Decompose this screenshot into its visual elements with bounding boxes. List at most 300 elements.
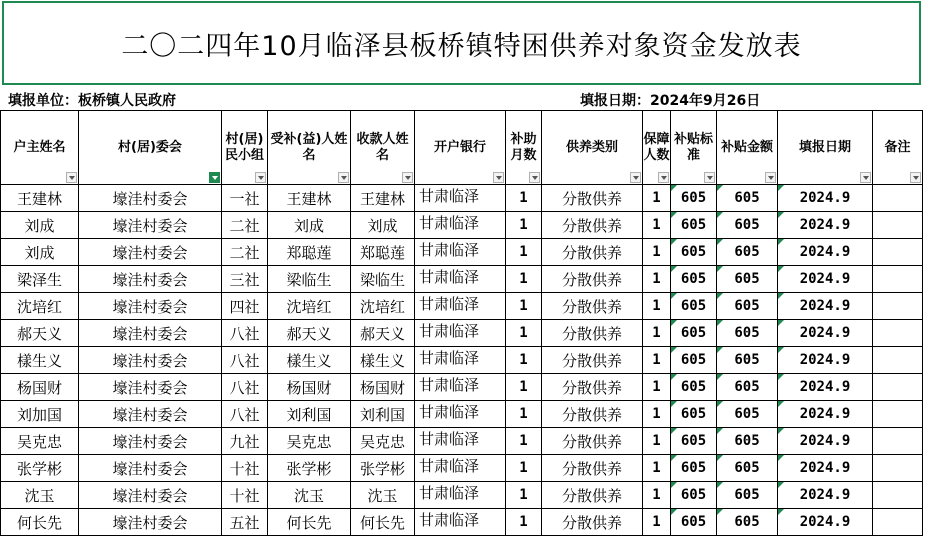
table-row [1, 212, 923, 239]
number-as-text-marker-icon [778, 320, 784, 326]
table-cell[interactable] [506, 185, 542, 212]
cell-value: 壕洼村委会 [112, 405, 188, 424]
cell-value: 1 [519, 406, 528, 422]
table-cell[interactable] [717, 266, 778, 293]
table-cell[interactable] [643, 455, 671, 482]
header-beneficiary [268, 111, 351, 185]
table-row [1, 509, 923, 536]
table-cell[interactable] [873, 293, 923, 320]
table-cell[interactable] [671, 266, 717, 293]
table-cell[interactable] [717, 401, 778, 428]
cell-value: 2024.9 [799, 352, 851, 368]
table-cell[interactable] [542, 212, 643, 239]
table-cell[interactable] [717, 455, 778, 482]
table-cell[interactable] [506, 212, 542, 239]
number-as-text-marker-icon [671, 401, 677, 407]
table-cell[interactable] [415, 293, 506, 320]
table-cell[interactable] [778, 374, 873, 401]
table-cell[interactable] [542, 374, 643, 401]
table-row [1, 347, 923, 374]
table-cell[interactable] [506, 293, 542, 320]
table-row [1, 293, 923, 320]
cell-value: 沈玉 [24, 486, 55, 505]
table-cell[interactable] [351, 509, 415, 536]
number-as-text-marker-icon [778, 428, 784, 434]
table-cell[interactable] [79, 482, 222, 509]
table-cell[interactable] [222, 374, 268, 401]
table-cell[interactable] [873, 266, 923, 293]
table-cell[interactable] [415, 509, 506, 536]
table-cell[interactable] [643, 320, 671, 347]
table-cell[interactable] [873, 428, 923, 455]
cell-value: 605 [734, 433, 760, 449]
table-cell[interactable] [671, 185, 717, 212]
cell-value: 刘利国 [359, 405, 405, 424]
table-cell[interactable] [1, 455, 79, 482]
table-cell[interactable] [351, 293, 415, 320]
table-cell[interactable] [222, 185, 268, 212]
cell-value: 刘加国 [16, 405, 62, 424]
cell-value: 2024.9 [799, 514, 851, 530]
cell-value: 刘成 [293, 216, 324, 235]
number-as-text-marker-icon [717, 212, 723, 218]
table-cell[interactable] [717, 509, 778, 536]
table-cell[interactable] [1, 509, 79, 536]
table-cell[interactable] [542, 482, 643, 509]
table-cell[interactable] [79, 212, 222, 239]
table-cell[interactable] [873, 509, 923, 536]
table-cell[interactable] [268, 212, 351, 239]
filter-dropdown-icon[interactable] [66, 172, 77, 183]
header-standard [671, 111, 717, 185]
number-as-text-marker-icon [671, 455, 677, 461]
cell-value: 甘肃临泽 [419, 214, 480, 232]
cell-value: 甘肃临泽 [419, 322, 480, 340]
cell-value: 1 [519, 379, 528, 395]
table-cell[interactable] [222, 212, 268, 239]
table-cell[interactable] [873, 347, 923, 374]
table-cell[interactable] [415, 401, 506, 428]
table-body [1, 185, 923, 536]
table-cell[interactable] [717, 482, 778, 509]
cell-value: 1 [519, 325, 528, 341]
table-cell[interactable] [1, 428, 79, 455]
table-cell[interactable] [268, 185, 351, 212]
cell-value: 壕洼村委会 [112, 486, 188, 505]
cell-value: 2024.9 [799, 379, 851, 395]
table-cell[interactable] [671, 455, 717, 482]
cell-value: 何长先 [359, 513, 405, 532]
number-as-text-marker-icon [717, 401, 723, 407]
table-cell[interactable] [79, 347, 222, 374]
table-cell[interactable] [717, 239, 778, 266]
header-persons [643, 111, 671, 185]
table-cell[interactable] [351, 266, 415, 293]
table-cell[interactable] [778, 293, 873, 320]
table-cell[interactable] [222, 320, 268, 347]
table-cell[interactable] [778, 212, 873, 239]
filter-dropdown-icon[interactable] [765, 172, 776, 183]
number-as-text-marker-icon [671, 374, 677, 380]
table-cell[interactable] [222, 266, 268, 293]
table-cell[interactable] [79, 266, 222, 293]
header-label: 补贴标准 [673, 131, 713, 163]
table-cell[interactable] [222, 239, 268, 266]
header-label: 补贴金额 [720, 139, 773, 155]
cell-value: 分散供养 [561, 243, 622, 262]
table-cell[interactable] [79, 239, 222, 266]
table-cell[interactable] [351, 428, 415, 455]
table-cell[interactable] [79, 509, 222, 536]
table-cell[interactable] [351, 455, 415, 482]
table-cell[interactable] [873, 455, 923, 482]
table-cell[interactable] [873, 239, 923, 266]
table-cell[interactable] [542, 509, 643, 536]
table-cell[interactable] [643, 401, 671, 428]
table-cell[interactable] [671, 509, 717, 536]
table-cell[interactable] [671, 347, 717, 374]
filter-dropdown-icon[interactable] [910, 172, 921, 183]
table-cell[interactable] [351, 185, 415, 212]
cell-value: 605 [680, 298, 707, 314]
number-as-text-marker-icon [717, 347, 723, 353]
table-cell[interactable] [671, 482, 717, 509]
header-amount [717, 111, 778, 185]
table-cell[interactable] [778, 239, 873, 266]
table-cell[interactable] [415, 428, 506, 455]
cell-value: 甘肃临泽 [419, 484, 480, 502]
table-cell[interactable] [351, 401, 415, 428]
cell-value: 605 [680, 514, 707, 530]
cell-value: 何长先 [286, 513, 332, 532]
table-cell[interactable] [1, 347, 79, 374]
table-cell[interactable] [1, 239, 79, 266]
cell-value: 吴克忠 [16, 432, 62, 451]
table-cell[interactable] [778, 347, 873, 374]
number-as-text-marker-icon [717, 293, 723, 299]
header-householder [1, 111, 79, 185]
table-cell[interactable] [351, 482, 415, 509]
cell-value: 1 [652, 271, 661, 287]
cell-value: 五社 [229, 513, 260, 532]
cell-value: 刘利国 [286, 405, 332, 424]
table-cell[interactable] [873, 401, 923, 428]
table-cell[interactable] [268, 374, 351, 401]
table-cell[interactable] [222, 455, 268, 482]
table-cell[interactable] [506, 428, 542, 455]
table-cell[interactable] [506, 509, 542, 536]
table-cell[interactable] [542, 455, 643, 482]
number-as-text-marker-icon [671, 185, 677, 191]
table-cell[interactable] [717, 293, 778, 320]
cell-value: 分散供养 [561, 351, 622, 370]
number-as-text-marker-icon [717, 320, 723, 326]
cell-value: 605 [734, 298, 760, 314]
table-cell[interactable] [222, 293, 268, 320]
cell-value: 2024.9 [799, 298, 851, 314]
cell-value: 刘成 [24, 243, 55, 262]
table-cell[interactable] [79, 374, 222, 401]
table-cell[interactable] [268, 401, 351, 428]
table-row [1, 455, 923, 482]
cell-value: 1 [519, 217, 528, 233]
table-cell[interactable] [1, 185, 79, 212]
cell-value: 1 [652, 406, 661, 422]
table-cell[interactable] [778, 185, 873, 212]
table-cell[interactable] [873, 212, 923, 239]
table-cell[interactable] [1, 293, 79, 320]
table-cell[interactable] [268, 509, 351, 536]
table-cell[interactable] [643, 374, 671, 401]
cell-value: 605 [680, 352, 707, 368]
cell-value: 壕洼村委会 [112, 270, 188, 289]
table-cell[interactable] [506, 320, 542, 347]
table-cell[interactable] [1, 320, 79, 347]
header-label: 户主姓名 [13, 139, 66, 155]
filter-dropdown-icon[interactable] [630, 172, 641, 183]
cell-value: 沈培红 [359, 297, 405, 316]
cell-value: 2024.9 [799, 487, 851, 503]
cell-value: 1 [652, 190, 661, 206]
cell-value: 605 [734, 271, 760, 287]
cell-value: 八社 [229, 405, 260, 424]
table-cell[interactable] [643, 428, 671, 455]
cell-value: 张学彬 [286, 459, 332, 478]
table-cell[interactable] [351, 320, 415, 347]
cell-value: 甘肃临泽 [419, 430, 480, 448]
table-cell[interactable] [79, 455, 222, 482]
table-cell[interactable] [268, 266, 351, 293]
table-cell[interactable] [222, 428, 268, 455]
table-cell[interactable] [506, 266, 542, 293]
cell-value: 2024.9 [799, 406, 851, 422]
number-as-text-marker-icon [671, 482, 677, 488]
cell-value: 沈玉 [293, 486, 324, 505]
cell-value: 四社 [229, 297, 260, 316]
table-cell[interactable] [717, 185, 778, 212]
cell-value: 壕洼村委会 [112, 432, 188, 451]
table-cell[interactable] [79, 320, 222, 347]
cell-value: 605 [680, 460, 707, 476]
cell-value: 1 [519, 271, 528, 287]
table-cell[interactable] [79, 185, 222, 212]
table-cell[interactable] [1, 482, 79, 509]
table-cell[interactable] [671, 212, 717, 239]
sheet-title-box [2, 1, 921, 85]
table-cell[interactable] [643, 212, 671, 239]
table-cell[interactable] [671, 239, 717, 266]
cell-value: 分散供养 [561, 216, 622, 235]
filter-dropdown-icon[interactable] [255, 172, 266, 183]
table-cell[interactable] [79, 401, 222, 428]
filter-dropdown-icon[interactable] [402, 172, 413, 183]
table-cell[interactable] [1, 266, 79, 293]
cell-value: 分散供养 [561, 432, 622, 451]
table-cell[interactable] [717, 428, 778, 455]
cell-value: 1 [652, 460, 661, 476]
table-cell[interactable] [643, 239, 671, 266]
table-cell[interactable] [506, 401, 542, 428]
number-as-text-marker-icon [778, 293, 784, 299]
table-cell[interactable] [542, 320, 643, 347]
table-cell[interactable] [778, 482, 873, 509]
cell-value: 605 [734, 325, 760, 341]
table-cell[interactable] [542, 347, 643, 374]
table-cell[interactable] [778, 266, 873, 293]
table-cell[interactable] [506, 374, 542, 401]
cell-value: 甘肃临泽 [419, 511, 480, 529]
table-cell[interactable] [873, 374, 923, 401]
cell-value: 樣生义 [16, 351, 62, 370]
header-label: 填报日期 [798, 139, 851, 155]
header-category [542, 111, 643, 185]
table-cell[interactable] [778, 401, 873, 428]
filter-dropdown-icon[interactable] [338, 172, 349, 183]
cell-value: 605 [680, 379, 707, 395]
number-as-text-marker-icon [778, 185, 784, 191]
table-cell[interactable] [351, 239, 415, 266]
table-cell[interactable] [268, 482, 351, 509]
cell-value: 1 [519, 298, 528, 314]
table-cell[interactable] [506, 482, 542, 509]
table-cell[interactable] [778, 455, 873, 482]
table-row [1, 401, 923, 428]
table-cell[interactable] [671, 320, 717, 347]
table-cell[interactable] [79, 293, 222, 320]
table-cell[interactable] [415, 212, 506, 239]
table-cell[interactable] [415, 347, 506, 374]
table-cell[interactable] [1, 401, 79, 428]
cell-value: 沈玉 [367, 486, 398, 505]
table-cell[interactable] [671, 374, 717, 401]
cell-value: 605 [734, 379, 760, 395]
cell-value: 沈培红 [286, 297, 332, 316]
table-cell[interactable] [351, 374, 415, 401]
table-cell[interactable] [268, 239, 351, 266]
filter-dropdown-icon[interactable] [860, 172, 871, 183]
table-cell[interactable] [1, 212, 79, 239]
table-cell[interactable] [415, 320, 506, 347]
number-as-text-marker-icon [671, 320, 677, 326]
table-cell[interactable] [506, 239, 542, 266]
table-cell[interactable] [268, 428, 351, 455]
table-cell[interactable] [415, 482, 506, 509]
cell-value: 1 [519, 460, 528, 476]
table-cell[interactable] [79, 428, 222, 455]
cell-value: 壕洼村委会 [112, 324, 188, 343]
table-cell[interactable] [542, 293, 643, 320]
table-cell[interactable] [778, 320, 873, 347]
cell-value: 605 [734, 406, 760, 422]
table-cell[interactable] [873, 482, 923, 509]
cell-value: 刘成 [367, 216, 398, 235]
table-cell[interactable] [542, 185, 643, 212]
table-cell[interactable] [268, 320, 351, 347]
fill-date-label: 填报日期：2024年9月26日 [580, 93, 761, 109]
table-cell[interactable] [643, 266, 671, 293]
table-cell[interactable] [351, 212, 415, 239]
table-cell[interactable] [643, 185, 671, 212]
table-cell[interactable] [415, 185, 506, 212]
cell-value: 甘肃临泽 [419, 268, 480, 286]
cell-value: 甘肃临泽 [419, 295, 480, 313]
table-cell[interactable] [717, 212, 778, 239]
table-cell[interactable] [1, 374, 79, 401]
table-cell[interactable] [222, 401, 268, 428]
number-as-text-marker-icon [717, 455, 723, 461]
cell-value: 605 [680, 433, 707, 449]
table-cell[interactable] [268, 293, 351, 320]
table-cell[interactable] [415, 455, 506, 482]
table-cell[interactable] [717, 347, 778, 374]
table-cell[interactable] [415, 239, 506, 266]
table-cell[interactable] [542, 401, 643, 428]
cell-value: 十社 [229, 486, 260, 505]
header-fill-date [778, 111, 873, 185]
filter-dropdown-icon[interactable] [493, 172, 504, 183]
table-cell[interactable] [415, 266, 506, 293]
cell-value: 八社 [229, 324, 260, 343]
filter-dropdown-icon[interactable] [529, 172, 540, 183]
table-cell[interactable] [778, 509, 873, 536]
filter-dropdown-icon[interactable] [658, 172, 669, 183]
filter-dropdown-icon[interactable] [704, 172, 715, 183]
cell-value: 杨国财 [359, 378, 405, 397]
cell-value: 1 [519, 514, 528, 530]
cell-value: 刘成 [24, 216, 55, 235]
table-cell[interactable] [873, 320, 923, 347]
table-cell[interactable] [643, 482, 671, 509]
table-cell[interactable] [542, 266, 643, 293]
table-cell[interactable] [415, 374, 506, 401]
number-as-text-marker-icon [778, 374, 784, 380]
number-as-text-marker-icon [717, 428, 723, 434]
table-cell[interactable] [643, 293, 671, 320]
table-cell[interactable] [717, 320, 778, 347]
header-label: 收款人姓名 [356, 131, 409, 163]
table-cell[interactable] [222, 509, 268, 536]
cell-value: 樣生义 [359, 351, 405, 370]
table-cell[interactable] [222, 347, 268, 374]
cell-value: 郑聪莲 [286, 243, 332, 262]
table-cell[interactable] [671, 293, 717, 320]
cell-value: 2024.9 [799, 190, 851, 206]
table-cell[interactable] [268, 455, 351, 482]
table-cell[interactable] [717, 374, 778, 401]
table-cell[interactable] [542, 239, 643, 266]
table-cell[interactable] [222, 482, 268, 509]
header-label: 补助月数 [510, 131, 537, 163]
table-cell[interactable] [671, 428, 717, 455]
header-payee [351, 111, 415, 185]
table-cell[interactable] [643, 509, 671, 536]
table-cell[interactable] [643, 347, 671, 374]
cell-value: 甘肃临泽 [419, 376, 480, 394]
table-cell[interactable] [506, 347, 542, 374]
table-cell[interactable] [542, 428, 643, 455]
header-group [222, 111, 268, 185]
table-cell[interactable] [778, 428, 873, 455]
table-cell[interactable] [873, 185, 923, 212]
filter-dropdown-icon[interactable] [209, 172, 220, 183]
header-label: 村(居)民小组 [224, 131, 264, 163]
cell-value: 甘肃临泽 [419, 457, 480, 475]
cell-value: 605 [734, 352, 760, 368]
table-cell[interactable] [506, 455, 542, 482]
table-cell[interactable] [671, 401, 717, 428]
table-cell[interactable] [268, 347, 351, 374]
table-cell[interactable] [351, 347, 415, 374]
